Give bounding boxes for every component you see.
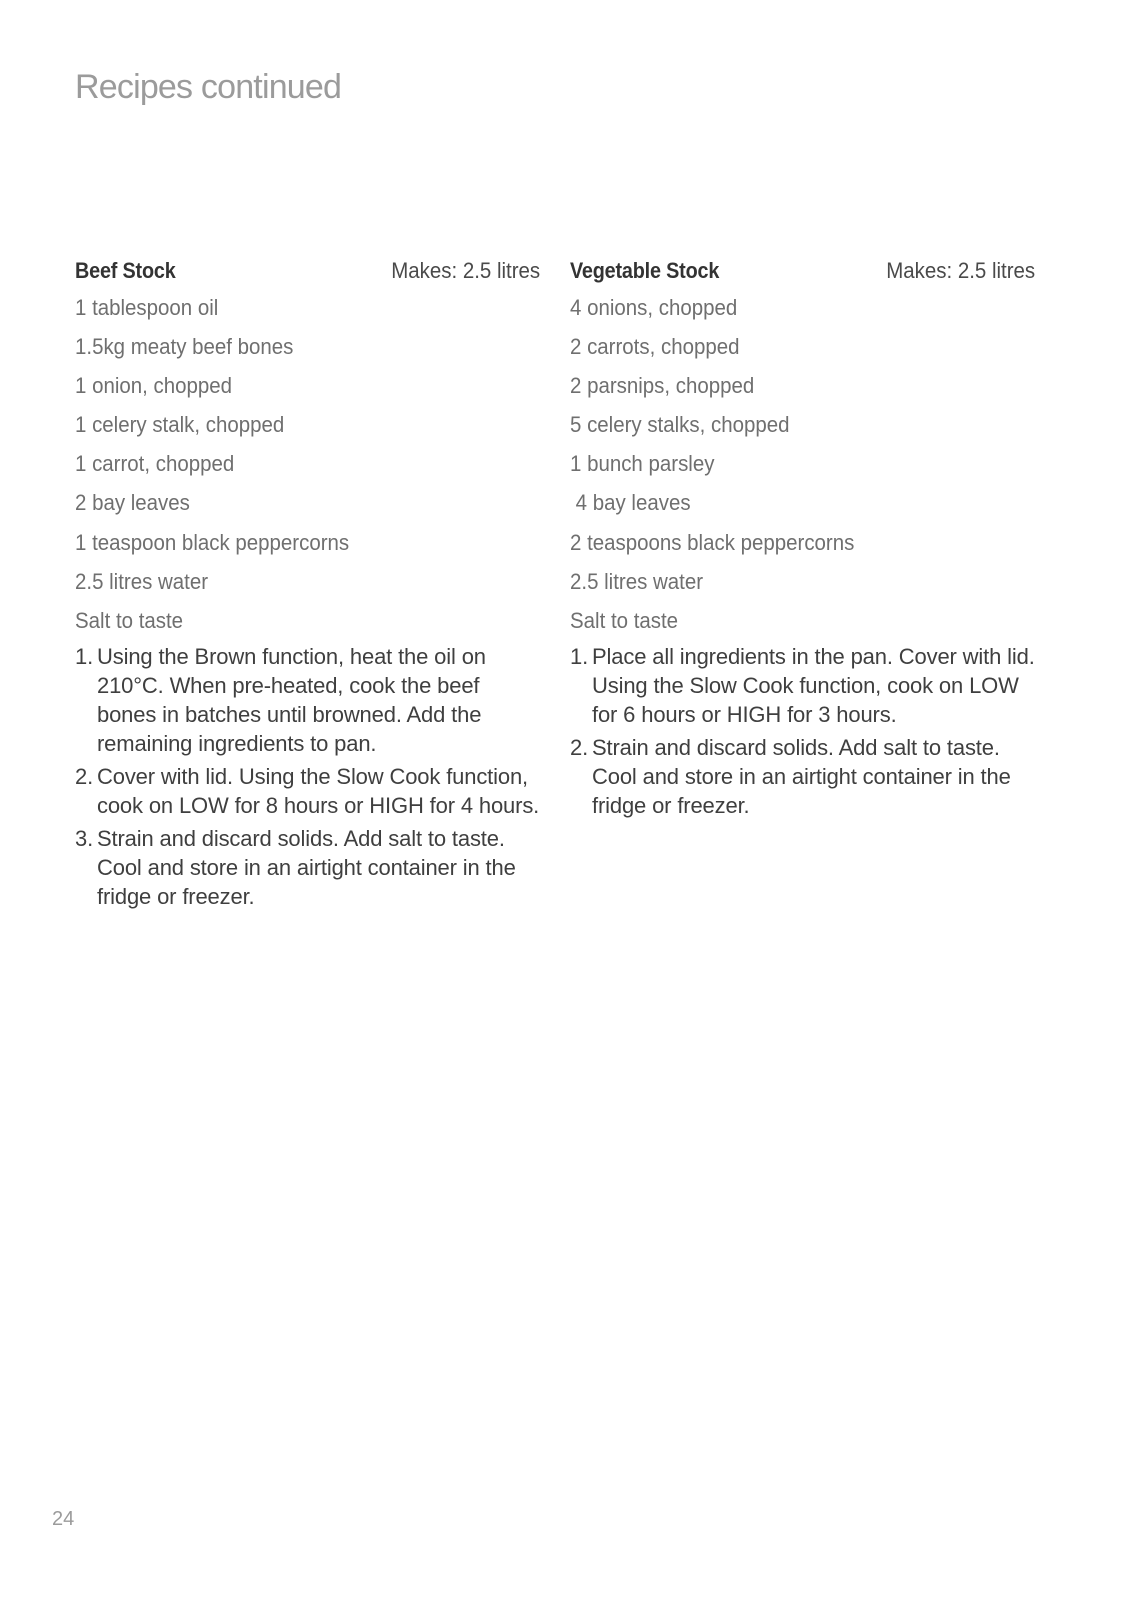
- recipe-header: [75, 257, 540, 290]
- ingredient-item: 1.5kg meaty beef bones: [75, 334, 294, 360]
- step-number: 3.: [75, 825, 94, 851]
- ingredient-item: 4 onions, chopped: [570, 295, 738, 320]
- ingredient-item: 5 celery stalks, chopped: [570, 412, 790, 438]
- page-number: 24: [52, 1508, 75, 1530]
- method-step: [570, 642, 1035, 729]
- ingredient-item: 2.5 litres water: [570, 568, 704, 594]
- ingredient-item: 2 parsnips, chopped: [570, 373, 755, 399]
- recipe-title: Beef Stock: [75, 258, 176, 283]
- method-step: [75, 642, 540, 758]
- method-step: [75, 824, 540, 911]
- ingredient-item: Salt to taste: [75, 607, 184, 633]
- ingredient-list: [75, 290, 540, 642]
- recipe-vegetable-stock: [570, 257, 1035, 824]
- step-text: Using the Brown function, heat the oil on 210°C. When pre-heated, cook the beef bones in batches until browned. Add the remaining ingredients to pan.: [97, 643, 486, 756]
- recipe-yield: Makes: 2.5 litres: [886, 258, 1035, 283]
- step-text: Strain and discard solids. Add salt to taste. Cool and store in an airtight container in the fridge or freezer.: [592, 734, 1011, 818]
- recipe-title: Vegetable Stock: [570, 258, 720, 283]
- ingredient-item: 1 carrot, chopped: [75, 451, 235, 477]
- ingredient-item: 1 teaspoon black peppercorns: [75, 529, 350, 555]
- step-text: Strain and discard solids. Add salt to taste. Cool and store in an airtight container in the fridge or freezer.: [97, 825, 516, 909]
- step-number: 2.: [570, 734, 589, 760]
- step-text: Cover with lid. Using the Slow Cook function, cook on LOW for 8 hours or HIGH for 4 hours.: [97, 763, 540, 818]
- step-text: Place all ingredients in the pan. Cover with lid. Using the Slow Cook function, cook on LOW for 6 hours or HIGH for 3 hours.: [592, 643, 1035, 727]
- ingredient-item: Salt to taste: [570, 607, 679, 633]
- ingredient-item: 2 bay leaves: [75, 490, 190, 516]
- method-steps: [75, 642, 540, 911]
- recipe-header: [570, 257, 1035, 290]
- page-title: Recipes continued: [75, 68, 342, 106]
- ingredient-item: 2.5 litres water: [75, 568, 209, 594]
- ingredient-item: 2 carrots, chopped: [570, 334, 740, 360]
- ingredient-item: 2 teaspoons black peppercorns: [570, 529, 855, 555]
- method-step: [570, 733, 1035, 820]
- method-step: [75, 762, 540, 820]
- recipe-yield: Makes: 2.5 litres: [391, 258, 540, 283]
- ingredient-item: 1 bunch parsley: [570, 451, 715, 477]
- ingredient-list: [570, 290, 1035, 642]
- step-number: 2.: [75, 763, 94, 789]
- ingredient-item: 1 tablespoon oil: [75, 295, 219, 320]
- ingredient-item: 1 onion, chopped: [75, 373, 233, 399]
- method-steps: [570, 642, 1035, 820]
- ingredient-item: 4 bay leaves: [570, 490, 691, 516]
- ingredient-item: 1 celery stalk, chopped: [75, 412, 285, 438]
- step-number: 1.: [570, 643, 589, 669]
- step-number: 1.: [75, 643, 94, 669]
- recipe-beef-stock: [75, 257, 540, 915]
